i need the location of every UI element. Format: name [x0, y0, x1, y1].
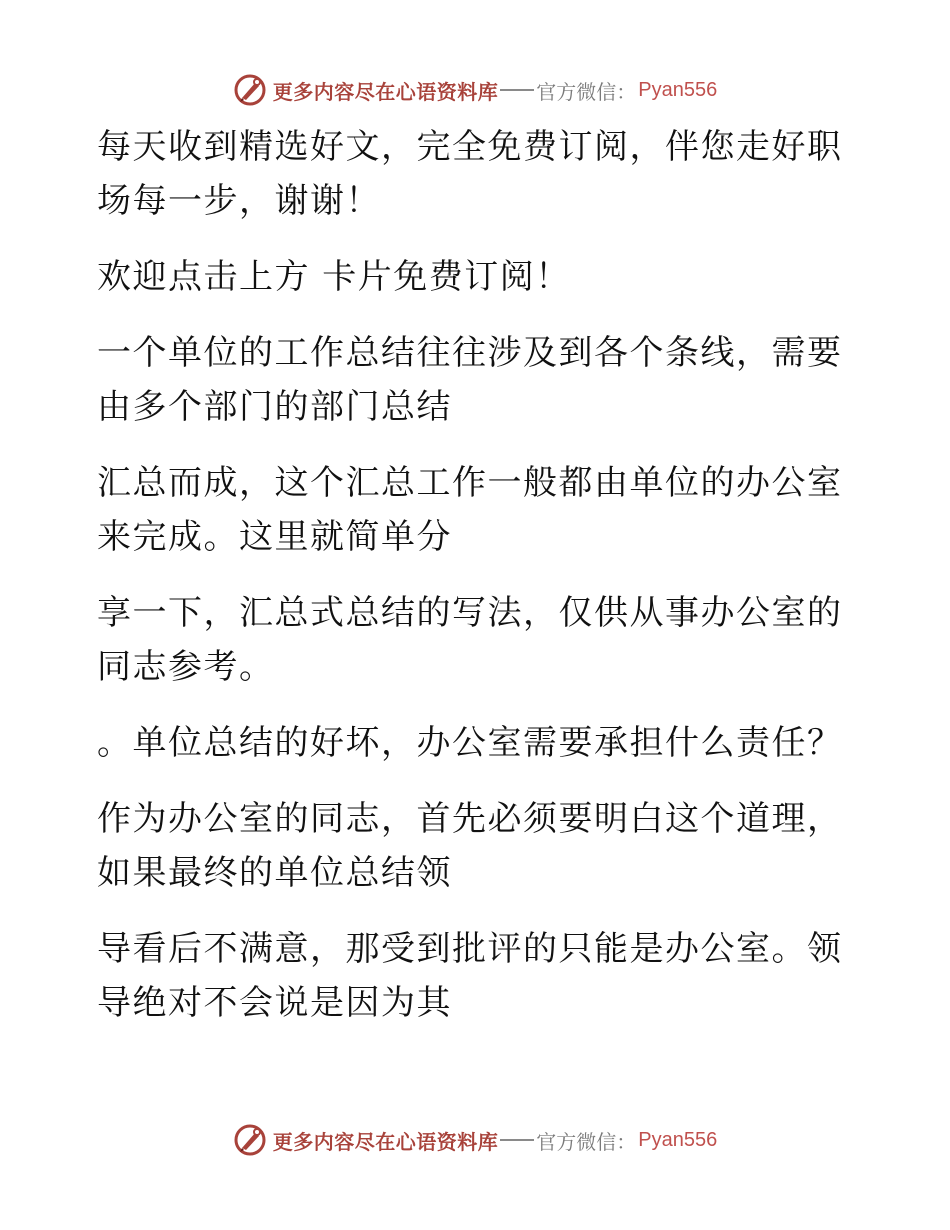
pen-logo-icon	[233, 1123, 267, 1157]
pen-logo-icon	[233, 73, 267, 107]
header-wechat-label: 官方微信：	[536, 79, 637, 104]
footer-site-text: 更多内容尽在心语资料库	[272, 1129, 499, 1154]
footer-wechat-label: 官方微信：	[536, 1129, 637, 1154]
paragraph-line: 导绝对不会说是因为其	[97, 983, 452, 1023]
paragraph	[97, 326, 843, 434]
paragraph	[97, 456, 843, 564]
paragraph	[97, 922, 843, 1030]
paragraph-line: 汇总而成，这个汇总工作一般都由单位的办公室	[97, 463, 843, 503]
paragraph-line: 作为办公室的同志，首先必须要明白这个道理，	[97, 799, 843, 839]
paragraph-line: 同志参考。	[97, 647, 275, 687]
paragraph-line: 一个单位的工作总结往往涉及到各个条线，需要	[97, 333, 843, 373]
paragraph	[97, 716, 843, 770]
header-dash	[500, 89, 534, 91]
paragraph-line: 。单位总结的好坏，办公室需要承担什么责任？	[97, 723, 843, 763]
header-site-text: 更多内容尽在心语资料库	[272, 79, 499, 104]
paragraph-line: 由多个部门的部门总结	[97, 387, 452, 427]
paragraph	[97, 792, 843, 900]
footer-banner	[0, 1120, 950, 1160]
header-wechat-id: Pyan556	[638, 78, 718, 101]
paragraph	[97, 250, 827, 304]
document-body	[97, 120, 843, 1052]
paragraph-line: 来完成。这里就简单分	[97, 517, 452, 557]
paragraph-line: 场每一步，谢谢！	[97, 181, 381, 221]
footer-dash	[500, 1139, 534, 1141]
paragraph-line: 导看后不满意，那受到批评的只能是办公室。领	[97, 929, 843, 969]
paragraph-line: 享一下，汇总式总结的写法，仅供从事办公室的	[97, 593, 843, 633]
paragraph	[97, 586, 843, 694]
paragraph-line: 欢迎点击上方 卡片免费订阅！	[97, 257, 571, 297]
paragraph	[97, 120, 843, 228]
paragraph-line: 如果最终的单位总结领	[97, 853, 452, 893]
header-banner	[0, 70, 950, 110]
footer-wechat-id: Pyan556	[638, 1128, 718, 1151]
paragraph-line: 每天收到精选好文，完全免费订阅，伴您走好职	[97, 127, 843, 167]
